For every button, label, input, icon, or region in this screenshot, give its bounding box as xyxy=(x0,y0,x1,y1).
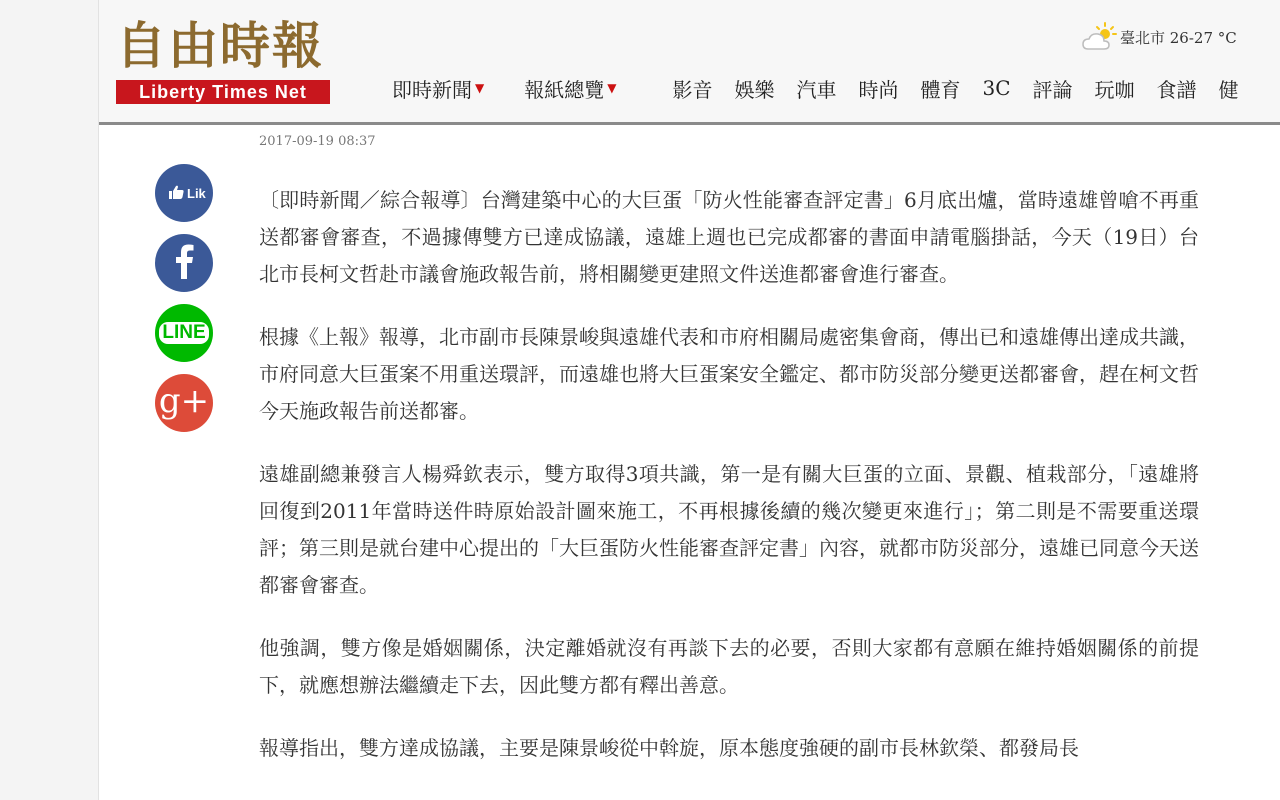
page xyxy=(98,0,1280,800)
article-paragraph: 他強調，雙方像是婚姻關係，決定離婚就沒有再談下去的必要，否則大家都有意願在維持婚姻關係的前提下，就應想辦法繼續走下去，因此雙方都有釋出善意。 xyxy=(259,636,1199,697)
facebook-share-button[interactable] xyxy=(155,234,213,292)
main-nav xyxy=(392,72,1261,104)
nav-item-realtime-news[interactable] xyxy=(392,74,484,103)
nav-item-video[interactable]: 影音 xyxy=(672,77,713,102)
nav-item-playing[interactable]: 玩咖 xyxy=(1094,77,1135,102)
header-divider xyxy=(99,122,1280,125)
article-date: 2017-09-19 08:37 xyxy=(259,134,376,149)
partly-cloudy-icon xyxy=(1082,21,1118,53)
site-logo[interactable] xyxy=(116,16,330,104)
line-share-button[interactable] xyxy=(155,304,213,362)
nav-label: 報紙總覽 xyxy=(524,77,605,102)
article-paragraph: 報導指出，雙方達成協議，主要是陳景峻從中斡旋，原本態度強硬的副市長林欽榮、都發局長 xyxy=(259,736,1079,760)
article-body xyxy=(259,182,1199,793)
nav-item-opinion[interactable]: 評論 xyxy=(1032,77,1073,102)
nav-item-entertainment[interactable]: 娛樂 xyxy=(734,77,775,102)
facebook-like-button[interactable] xyxy=(155,164,213,222)
like-label: Lik xyxy=(187,185,206,201)
logo-chinese: 自由時報 xyxy=(116,16,324,75)
article-paragraph: 根據《上報》報導，北市副市長陳景峻與遠雄代表和市府相關局處密集會商，傳出已和遠雄傳出達成共識，市府同意大巨蛋案不用重送環評，而遠雄也將大巨蛋案安全鑑定、都市防災部分變更送都審會，趕在柯文哲今天施政報告前送都審。 xyxy=(259,325,1199,423)
article-paragraph: 遠雄副總兼發言人楊舜欽表示，雙方取得3項共識，第一是有關大巨蛋的立面、景觀、植栽部分，「遠雄將回復到2011年當時送件時原始設計圖來施工，不再根據後續的幾次變更來進行」；第二則是不需要重送環評；第三則是就台建中心提出的「大巨蛋防火性能審查評定書」內容，就都市防災部分，遠雄已同意今天送都審會審查。 xyxy=(259,462,1199,597)
nav-item-sports[interactable]: 體育 xyxy=(920,77,961,102)
nav-item-recipes[interactable]: 食譜 xyxy=(1156,77,1197,102)
google-plus-icon: g+ xyxy=(158,381,210,421)
share-bar xyxy=(155,164,213,444)
line-icon: LINE xyxy=(159,322,208,344)
nav-item-auto[interactable]: 汽車 xyxy=(796,77,837,102)
logo-english: Liberty Times Net xyxy=(116,80,330,104)
nav-label: 即時新聞 xyxy=(392,77,472,102)
facebook-icon xyxy=(172,243,196,283)
nav-item-3c[interactable]: 3C xyxy=(982,76,1011,100)
site-header xyxy=(99,0,1280,122)
thumbs-up-icon xyxy=(169,185,184,202)
article-paragraph: 〔即時新聞／綜合報導〕台灣建築中心的大巨蛋「防火性能審查評定書」6月底出爐，當時遠雄曾嗆不再重送都審會審查，不過據傳雙方已達成協議，遠雄上週也已完成都審的書面申請電腦掛話，今天（19日）台北市長柯文哲赴市議會施政報告前，將相關變更建照文件送進都審會進行審查。 xyxy=(259,188,1199,286)
google-plus-share-button[interactable] xyxy=(155,374,213,432)
nav-item-fashion[interactable]: 時尚 xyxy=(858,77,899,102)
caret-down-icon: ▼ xyxy=(607,81,617,95)
nav-item-health[interactable]: 健 xyxy=(1218,77,1239,102)
nav-item-newspaper[interactable] xyxy=(524,74,616,103)
weather-text: 臺北市 26-27 °C xyxy=(1120,28,1237,47)
caret-down-icon: ▼ xyxy=(475,81,485,95)
weather-widget[interactable] xyxy=(1082,20,1237,54)
